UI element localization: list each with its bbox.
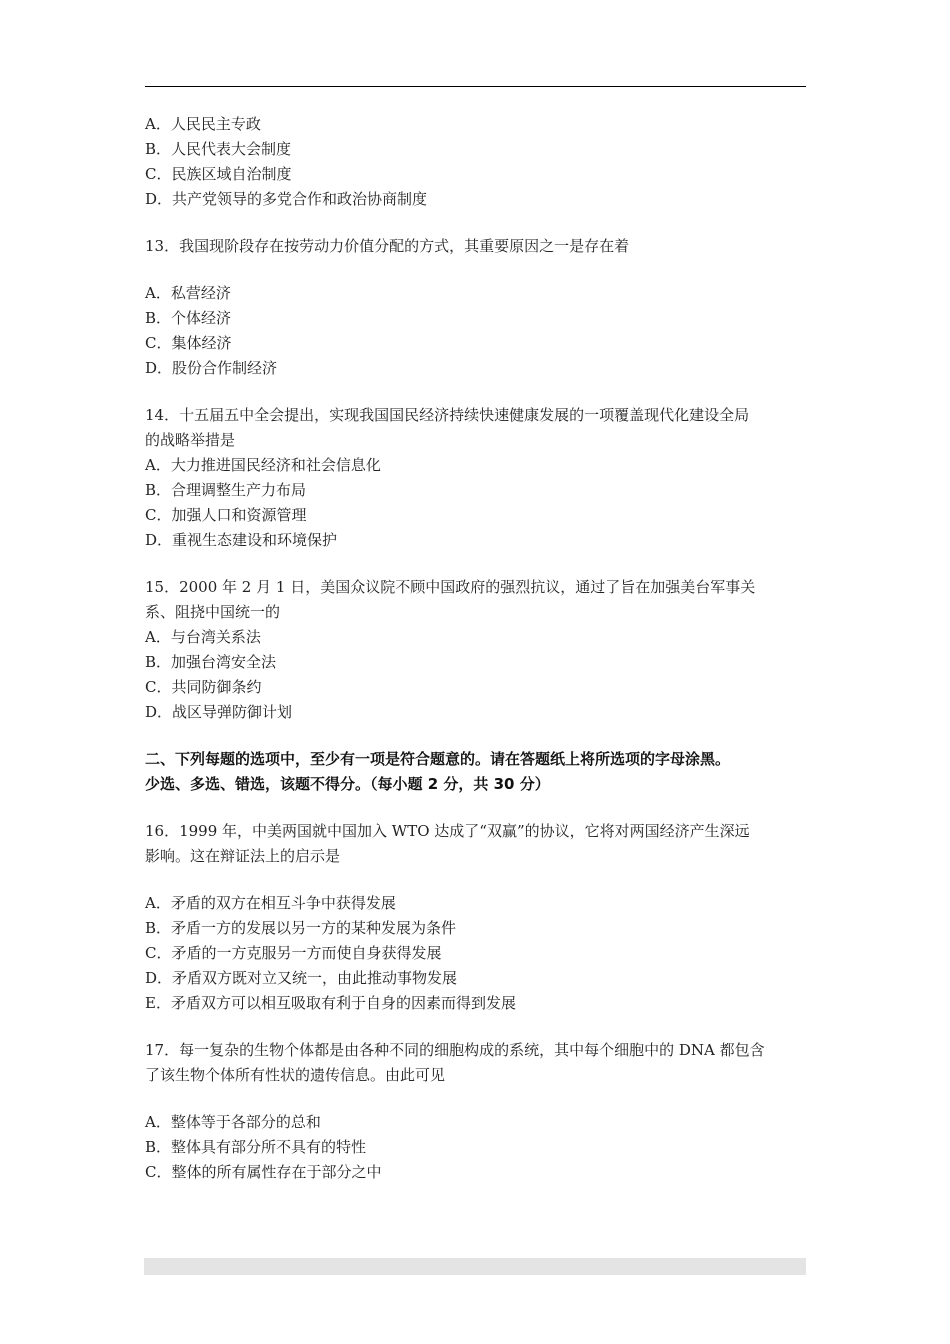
section-title-line: 二、下列每题的选项中，至少有一项是符合题意的。请在答题纸上将所选项的字母涂黑。	[145, 750, 731, 768]
option-e: E．矛盾双方可以相互吸取有利于自身的因素而得到发展	[145, 994, 516, 1012]
option-a: A．人民民主专政	[145, 115, 261, 133]
page-footer-bar	[144, 1258, 806, 1275]
question-stem: 17．每一复杂的生物个体都是由各种不同的细胞构成的系统，其中每个细胞中的 DNA 都包含	[145, 1041, 765, 1059]
option-c: C．民族区域自治制度	[145, 165, 292, 183]
option-a: A．整体等于各部分的总和	[145, 1113, 321, 1131]
option-c: C．整体的所有属性存在于部分之中	[145, 1163, 382, 1181]
option-b: B．合理调整生产力布局	[145, 481, 307, 499]
option-d: D．重视生态建设和环境保护	[145, 531, 338, 549]
option-c: C．集体经济	[145, 334, 232, 352]
question-stem: 的战略举措是	[145, 431, 236, 449]
section-title-line: 少选、多选、错选，该题不得分。（每小题 2 分，共 30 分）	[145, 775, 550, 793]
header-rule	[145, 86, 806, 87]
question-13	[145, 234, 810, 381]
question-stem: 13．我国现阶段存在按劳动力价值分配的方式，其重要原因之一是存在着	[145, 237, 630, 255]
option-a: A．大力推进国民经济和社会信息化	[145, 456, 381, 474]
document-body	[145, 112, 810, 1185]
option-b: B．矛盾一方的发展以另一方的某种发展为条件	[145, 919, 457, 937]
option-c: C．共同防御条约	[145, 678, 262, 696]
question-stem: 了该生物个体所有性状的遗传信息。由此可见	[145, 1066, 446, 1084]
section-2-heading	[145, 747, 810, 797]
option-c: C．加强人口和资源管理	[145, 506, 307, 524]
question-stem: 15．2000 年 2 月 1 日，美国众议院不顾中国政府的强烈抗议，通过了旨在加强美台军事关	[145, 578, 756, 596]
question-16	[145, 819, 810, 1016]
option-b: B．整体具有部分所不具有的特性	[145, 1138, 367, 1156]
option-c: C．矛盾的一方克服另一方而使自身获得发展	[145, 944, 442, 962]
option-a: A．私营经济	[145, 284, 231, 302]
option-a: A．与台湾关系法	[145, 628, 261, 646]
question-12-options	[145, 112, 810, 212]
option-d: D．股份合作制经济	[145, 359, 278, 377]
question-15	[145, 575, 810, 725]
question-stem: 系、阻挠中国统一的	[145, 603, 281, 621]
question-stem: 16．1999 年，中美两国就中国加入 WTO 达成了“双赢”的协议，它将对两国经济产生深远	[145, 822, 750, 840]
question-stem: 影响。这在辩证法上的启示是	[145, 847, 341, 865]
question-14	[145, 403, 810, 553]
question-stem: 14．十五届五中全会提出，实现我国国民经济持续快速健康发展的一项覆盖现代化建设全局	[145, 406, 750, 424]
option-b: B．加强台湾安全法	[145, 653, 277, 671]
option-d: D．共产党领导的多党合作和政治协商制度	[145, 190, 428, 208]
option-d: D．战区导弹防御计划	[145, 703, 293, 721]
question-17	[145, 1038, 810, 1185]
option-b: B．人民代表大会制度	[145, 140, 292, 158]
option-d: D．矛盾双方既对立又统一，由此推动事物发展	[145, 969, 458, 987]
option-b: B．个体经济	[145, 309, 232, 327]
option-a: A．矛盾的双方在相互斗争中获得发展	[145, 894, 396, 912]
